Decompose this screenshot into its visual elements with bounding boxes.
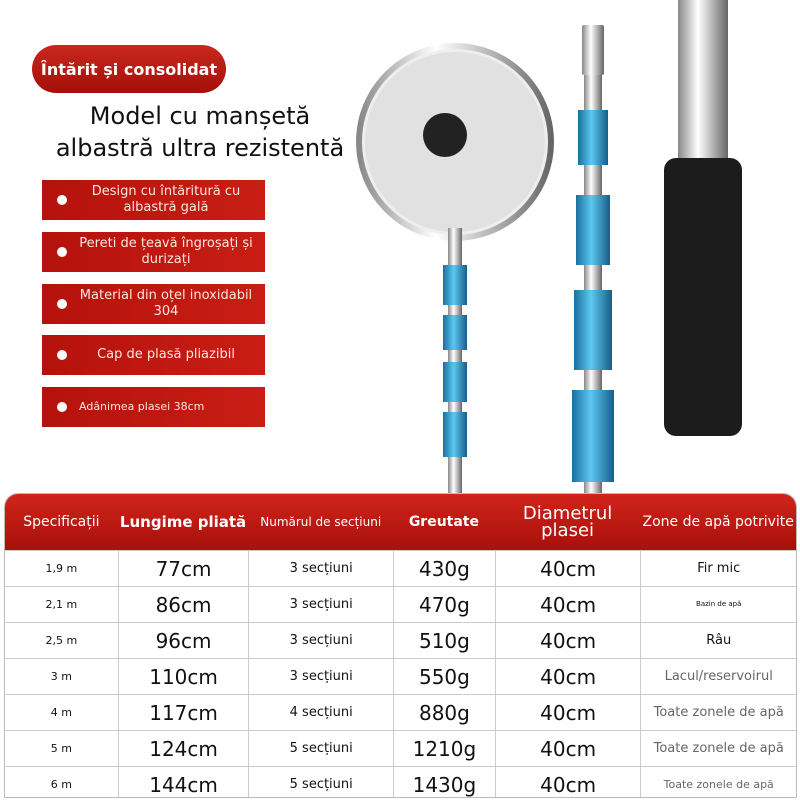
table-cell: 5 secțiuni bbox=[248, 767, 393, 798]
table-cell: 550g bbox=[393, 659, 495, 694]
table-cell: 3 secțiuni bbox=[248, 551, 393, 586]
table-cell: Bazin de apă bbox=[640, 587, 796, 622]
bullet-icon bbox=[57, 350, 67, 360]
table-cell: 40cm bbox=[495, 587, 641, 622]
table-cell: 470g bbox=[393, 587, 495, 622]
feature-item: Cap de plasă pliazibil bbox=[42, 335, 265, 375]
table-cell: 510g bbox=[393, 623, 495, 658]
table-cell: 5 secțiuni bbox=[248, 731, 393, 766]
table-cell: Toate zonele de apă bbox=[640, 695, 796, 730]
landing-net-image bbox=[359, 46, 551, 495]
feature-item: Design cu întăritură cu albastră gală bbox=[42, 180, 265, 220]
table-cell: 124cm bbox=[118, 731, 249, 766]
table-cell: Toate zonele de apă bbox=[640, 767, 796, 798]
header-diameter: Diametrul plasei bbox=[522, 503, 613, 541]
table-cell: 40cm bbox=[495, 623, 641, 658]
table-row bbox=[5, 550, 796, 586]
table-row bbox=[5, 730, 796, 766]
table-cell: Toate zonele de apă bbox=[640, 731, 796, 766]
feature-item: Adânimea plasei 38cm bbox=[42, 387, 265, 427]
table-cell: Râu bbox=[640, 623, 796, 658]
telescopic-pole-image bbox=[572, 25, 614, 495]
table-cell: 2,1 m bbox=[45, 598, 78, 611]
reinforced-badge: Întărit și consolidat bbox=[32, 45, 226, 93]
table-cell: 4 secțiuni bbox=[248, 695, 393, 730]
feature-item: Pereti de țeavă îngroșați și durizați bbox=[42, 232, 265, 272]
table-row bbox=[5, 694, 796, 730]
table-cell: 40cm bbox=[495, 695, 641, 730]
header-sections: Numărul de secțiuni bbox=[260, 514, 382, 529]
table-row bbox=[5, 766, 796, 798]
table-cell: 40cm bbox=[495, 767, 641, 798]
table-row bbox=[5, 622, 796, 658]
table-cell: 4 m bbox=[50, 706, 72, 719]
table-header bbox=[5, 494, 796, 550]
table-cell: 3 secțiuni bbox=[248, 659, 393, 694]
table-cell: 2,5 m bbox=[45, 634, 78, 647]
table-cell: 3 secțiuni bbox=[248, 623, 393, 658]
table-row bbox=[5, 658, 796, 694]
table-cell: 880g bbox=[393, 695, 495, 730]
table-cell: 1430g bbox=[393, 767, 495, 798]
header-spec: Specificații bbox=[23, 513, 100, 530]
page-title: Model cu manșetă albastră ultra rezistentă bbox=[55, 102, 345, 162]
table-cell: 40cm bbox=[495, 551, 641, 586]
bullet-icon bbox=[57, 299, 67, 309]
table-cell: 3 secțiuni bbox=[248, 587, 393, 622]
table-cell: 144cm bbox=[118, 767, 249, 798]
handle-image bbox=[664, 0, 742, 436]
table-cell: 430g bbox=[393, 551, 495, 586]
table-cell: 40cm bbox=[495, 659, 641, 694]
feature-item: Material din oțel inoxidabil 304 bbox=[42, 284, 265, 324]
bullet-icon bbox=[57, 247, 67, 257]
table-cell: 3 m bbox=[50, 670, 72, 683]
table-cell: 1,9 m bbox=[45, 562, 78, 575]
table-cell: 96cm bbox=[118, 623, 249, 658]
table-cell: 77cm bbox=[118, 551, 249, 586]
table-cell: Fir mic bbox=[640, 551, 796, 586]
table-cell: 110cm bbox=[118, 659, 249, 694]
spec-table bbox=[4, 493, 797, 798]
table-row bbox=[5, 586, 796, 622]
table-cell: 5 m bbox=[50, 742, 72, 755]
table-cell: 86cm bbox=[118, 587, 249, 622]
header-water-zones: Zone de apă potrivite bbox=[642, 513, 794, 530]
header-length: Lungime pliată bbox=[119, 512, 247, 531]
table-cell: 117cm bbox=[118, 695, 249, 730]
table-cell: 1210g bbox=[393, 731, 495, 766]
table-cell: 40cm bbox=[495, 731, 641, 766]
table-cell: Lacul/reservoirul bbox=[640, 659, 796, 694]
bullet-icon bbox=[57, 195, 67, 205]
table-cell: 6 m bbox=[50, 778, 72, 791]
bullet-icon bbox=[57, 402, 67, 412]
header-weight: Greutate bbox=[408, 513, 479, 530]
